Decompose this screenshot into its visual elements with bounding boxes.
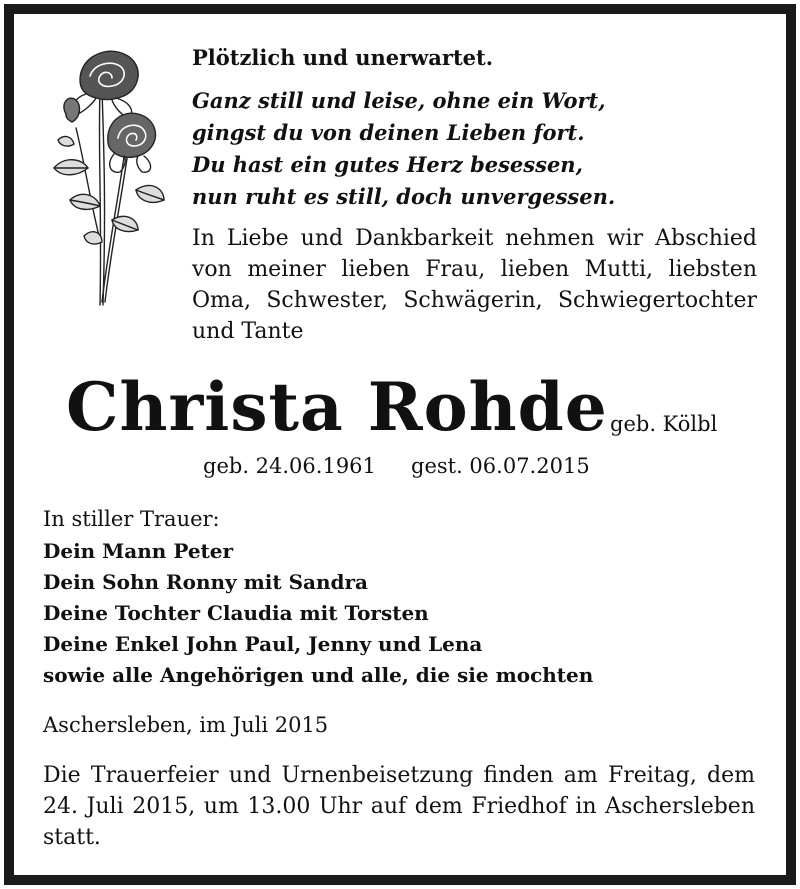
- funeral-info: Die Trauerfeier und Urnenbeisetzung finden am Freitag, dem 24. Juli 2015, um 13.00 Uhr auf dem Friedhof in Aschersleben statt.: [43, 763, 755, 850]
- mourner-1: Dein Mann Peter: [43, 539, 234, 563]
- mourner-2: Dein Sohn Ronny mit Sandra: [43, 570, 369, 594]
- intro-text: In Liebe und Dankbarkeit nehmen wir Abschied von meiner lieben Frau, lieben Mutti, liebsten Oma, Schwester, Schwägerin, Schwiegertochter und Tante: [192, 226, 757, 344]
- poem-line-2: gingst du von deinen Lieben fort.: [192, 120, 585, 145]
- mourner-5: sowie alle Angehörigen und alle, die sie mochten: [43, 663, 594, 687]
- mourning-label: In stiller Trauer:: [43, 507, 220, 531]
- poem-line-1: Ganz still und leise, ohne ein Wort,: [192, 88, 606, 113]
- mourner-4: Deine Enkel John Paul, Jenny und Lena: [43, 632, 483, 656]
- poem-line-4: nun ruht es still, doch unvergessen.: [192, 184, 616, 209]
- birth-date: geb. 24.06.1961: [203, 454, 376, 478]
- rose-illustration-icon: [40, 40, 170, 310]
- deceased-name: Christa Rohde: [66, 368, 608, 446]
- place-date: Aschersleben, im Juli 2015: [43, 713, 329, 737]
- birth-name: geb. Kölbl: [610, 412, 718, 436]
- notice-header: Plötzlich und unerwartet.: [192, 45, 494, 70]
- mourner-3: Deine Tochter Claudia mit Torsten: [43, 601, 429, 625]
- poem-line-3: Du hast ein gutes Herz besessen,: [192, 152, 583, 177]
- death-date: gest. 06.07.2015: [411, 454, 590, 478]
